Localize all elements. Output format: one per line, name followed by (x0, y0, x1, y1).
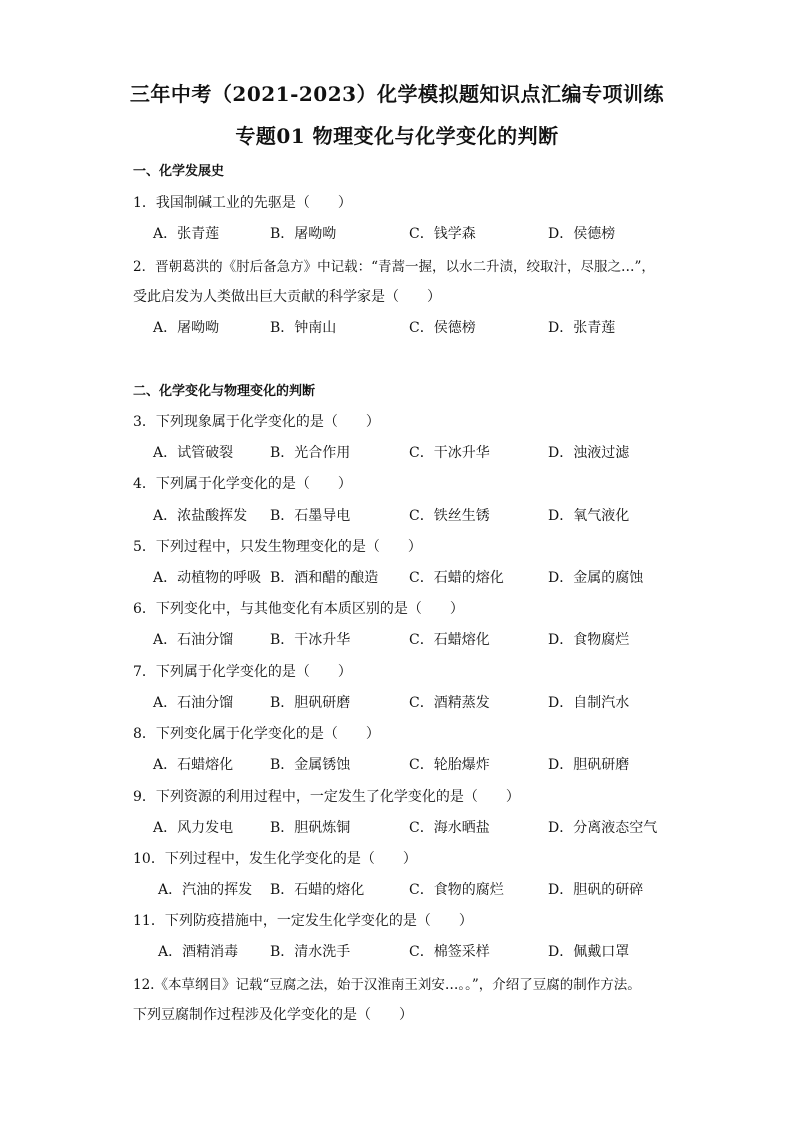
option-a: A．屠呦呦 (153, 320, 220, 336)
question-text: 7．下列属于化学变化的是（ ） (133, 664, 352, 680)
option-c: C．酒精蒸发 (409, 695, 490, 711)
question-text: 4．下列属于化学变化的是（ ） (133, 476, 352, 492)
option-c: C．石蜡的熔化 (409, 570, 504, 586)
option-c: C．棉签采样 (409, 944, 490, 960)
option-c: C．干冰升华 (409, 445, 490, 461)
option-c: C．侯德榜 (409, 320, 476, 336)
option-b: B．胆矾研磨 (270, 695, 351, 711)
question-text-continued: 受此启发为人类做出巨大贡献的科学家是（ ） (133, 289, 441, 305)
option-d: D．胆矾的研碎 (548, 882, 644, 898)
option-a: A．动植物的呼吸 (153, 570, 262, 586)
option-a: A．张青莲 (153, 226, 220, 242)
option-a: A．风力发电 (153, 820, 234, 836)
option-a: A．浓盐酸挥发 (153, 508, 248, 524)
option-c: C．铁丝生锈 (409, 508, 490, 524)
option-c: C．食物的腐烂 (409, 882, 504, 898)
option-b: B．钟南山 (270, 320, 337, 336)
option-d: D．分离液态空气 (548, 820, 658, 836)
question-text: 2．晋朝葛洪的《肘后备急方》中记载：“青蒿一握，以水二升渍，绞取汁，尽服之…”， (133, 259, 655, 275)
option-d: D．食物腐烂 (548, 632, 630, 648)
option-b: B．石墨导电 (270, 508, 351, 524)
option-b: B．干冰升华 (270, 632, 351, 648)
option-d: D．金属的腐蚀 (548, 570, 644, 586)
option-d: D．胆矾研磨 (548, 757, 630, 773)
option-b: B．屠呦呦 (270, 226, 337, 242)
question-text: 5．下列过程中，只发生物理变化的是（ ） (133, 539, 422, 555)
option-d: D．氧气液化 (548, 508, 630, 524)
option-c: C．钱学森 (409, 226, 476, 242)
option-d: D．浊液过滤 (548, 445, 630, 461)
option-d: D．侯德榜 (548, 226, 616, 242)
question-text: 6．下列变化中，与其他变化有本质区别的是（ ） (133, 601, 464, 617)
question-text: 10．下列过程中，发生化学变化的是（ ） (133, 851, 417, 867)
option-a: A．汽油的挥发 (158, 882, 253, 898)
option-a: A．石油分馏 (153, 695, 234, 711)
option-b: B．胆矾炼铜 (270, 820, 351, 836)
document-title: 三年中考（2021-2023）化学模拟题知识点汇编专项训练 (129, 82, 665, 106)
option-b: B．金属锈蚀 (270, 757, 351, 773)
question-text: 3．下列现象属于化学变化的是（ ） (133, 414, 380, 430)
option-a: A．石蜡熔化 (153, 757, 234, 773)
option-a: A．石油分馏 (153, 632, 234, 648)
option-b: B．光合作用 (270, 445, 351, 461)
option-d: D．佩戴口罩 (548, 944, 630, 960)
option-b: B．酒和醋的酿造 (270, 570, 379, 586)
option-b: B．石蜡的熔化 (270, 882, 365, 898)
question-text: 1．我国制碱工业的先驱是（ ） (133, 195, 352, 211)
question-text-continued: 下列豆腐制作过程涉及化学变化的是（ ） (133, 1007, 413, 1023)
option-c: C．海水晒盐 (409, 820, 490, 836)
option-d: D．张青莲 (548, 320, 616, 336)
option-c: C．轮胎爆炸 (409, 757, 490, 773)
option-b: B．清水洗手 (270, 944, 351, 960)
question-text: 8．下列变化属于化学变化的是（ ） (133, 726, 380, 742)
option-a: A．试管破裂 (153, 445, 234, 461)
question-text: 12.《本草纲目》记载“豆腐之法，始于汉淮南王刘安…。。”，介绍了豆腐的制作方法。 (133, 977, 641, 993)
option-a: A．酒精消毒 (158, 944, 239, 960)
document-subtitle: 专题01 物理变化与化学变化的判断 (235, 124, 559, 148)
option-d: D．自制汽水 (548, 695, 630, 711)
question-text: 11．下列防疫措施中，一定发生化学变化的是（ ） (133, 913, 473, 929)
option-c: C．石蜡熔化 (409, 632, 490, 648)
question-text: 9．下列资源的利用过程中，一定发生了化学变化的是（ ） (133, 789, 520, 805)
section-heading: 二、化学变化与物理变化的判断 (133, 384, 316, 399)
section-heading: 一、化学发展史 (133, 164, 225, 179)
